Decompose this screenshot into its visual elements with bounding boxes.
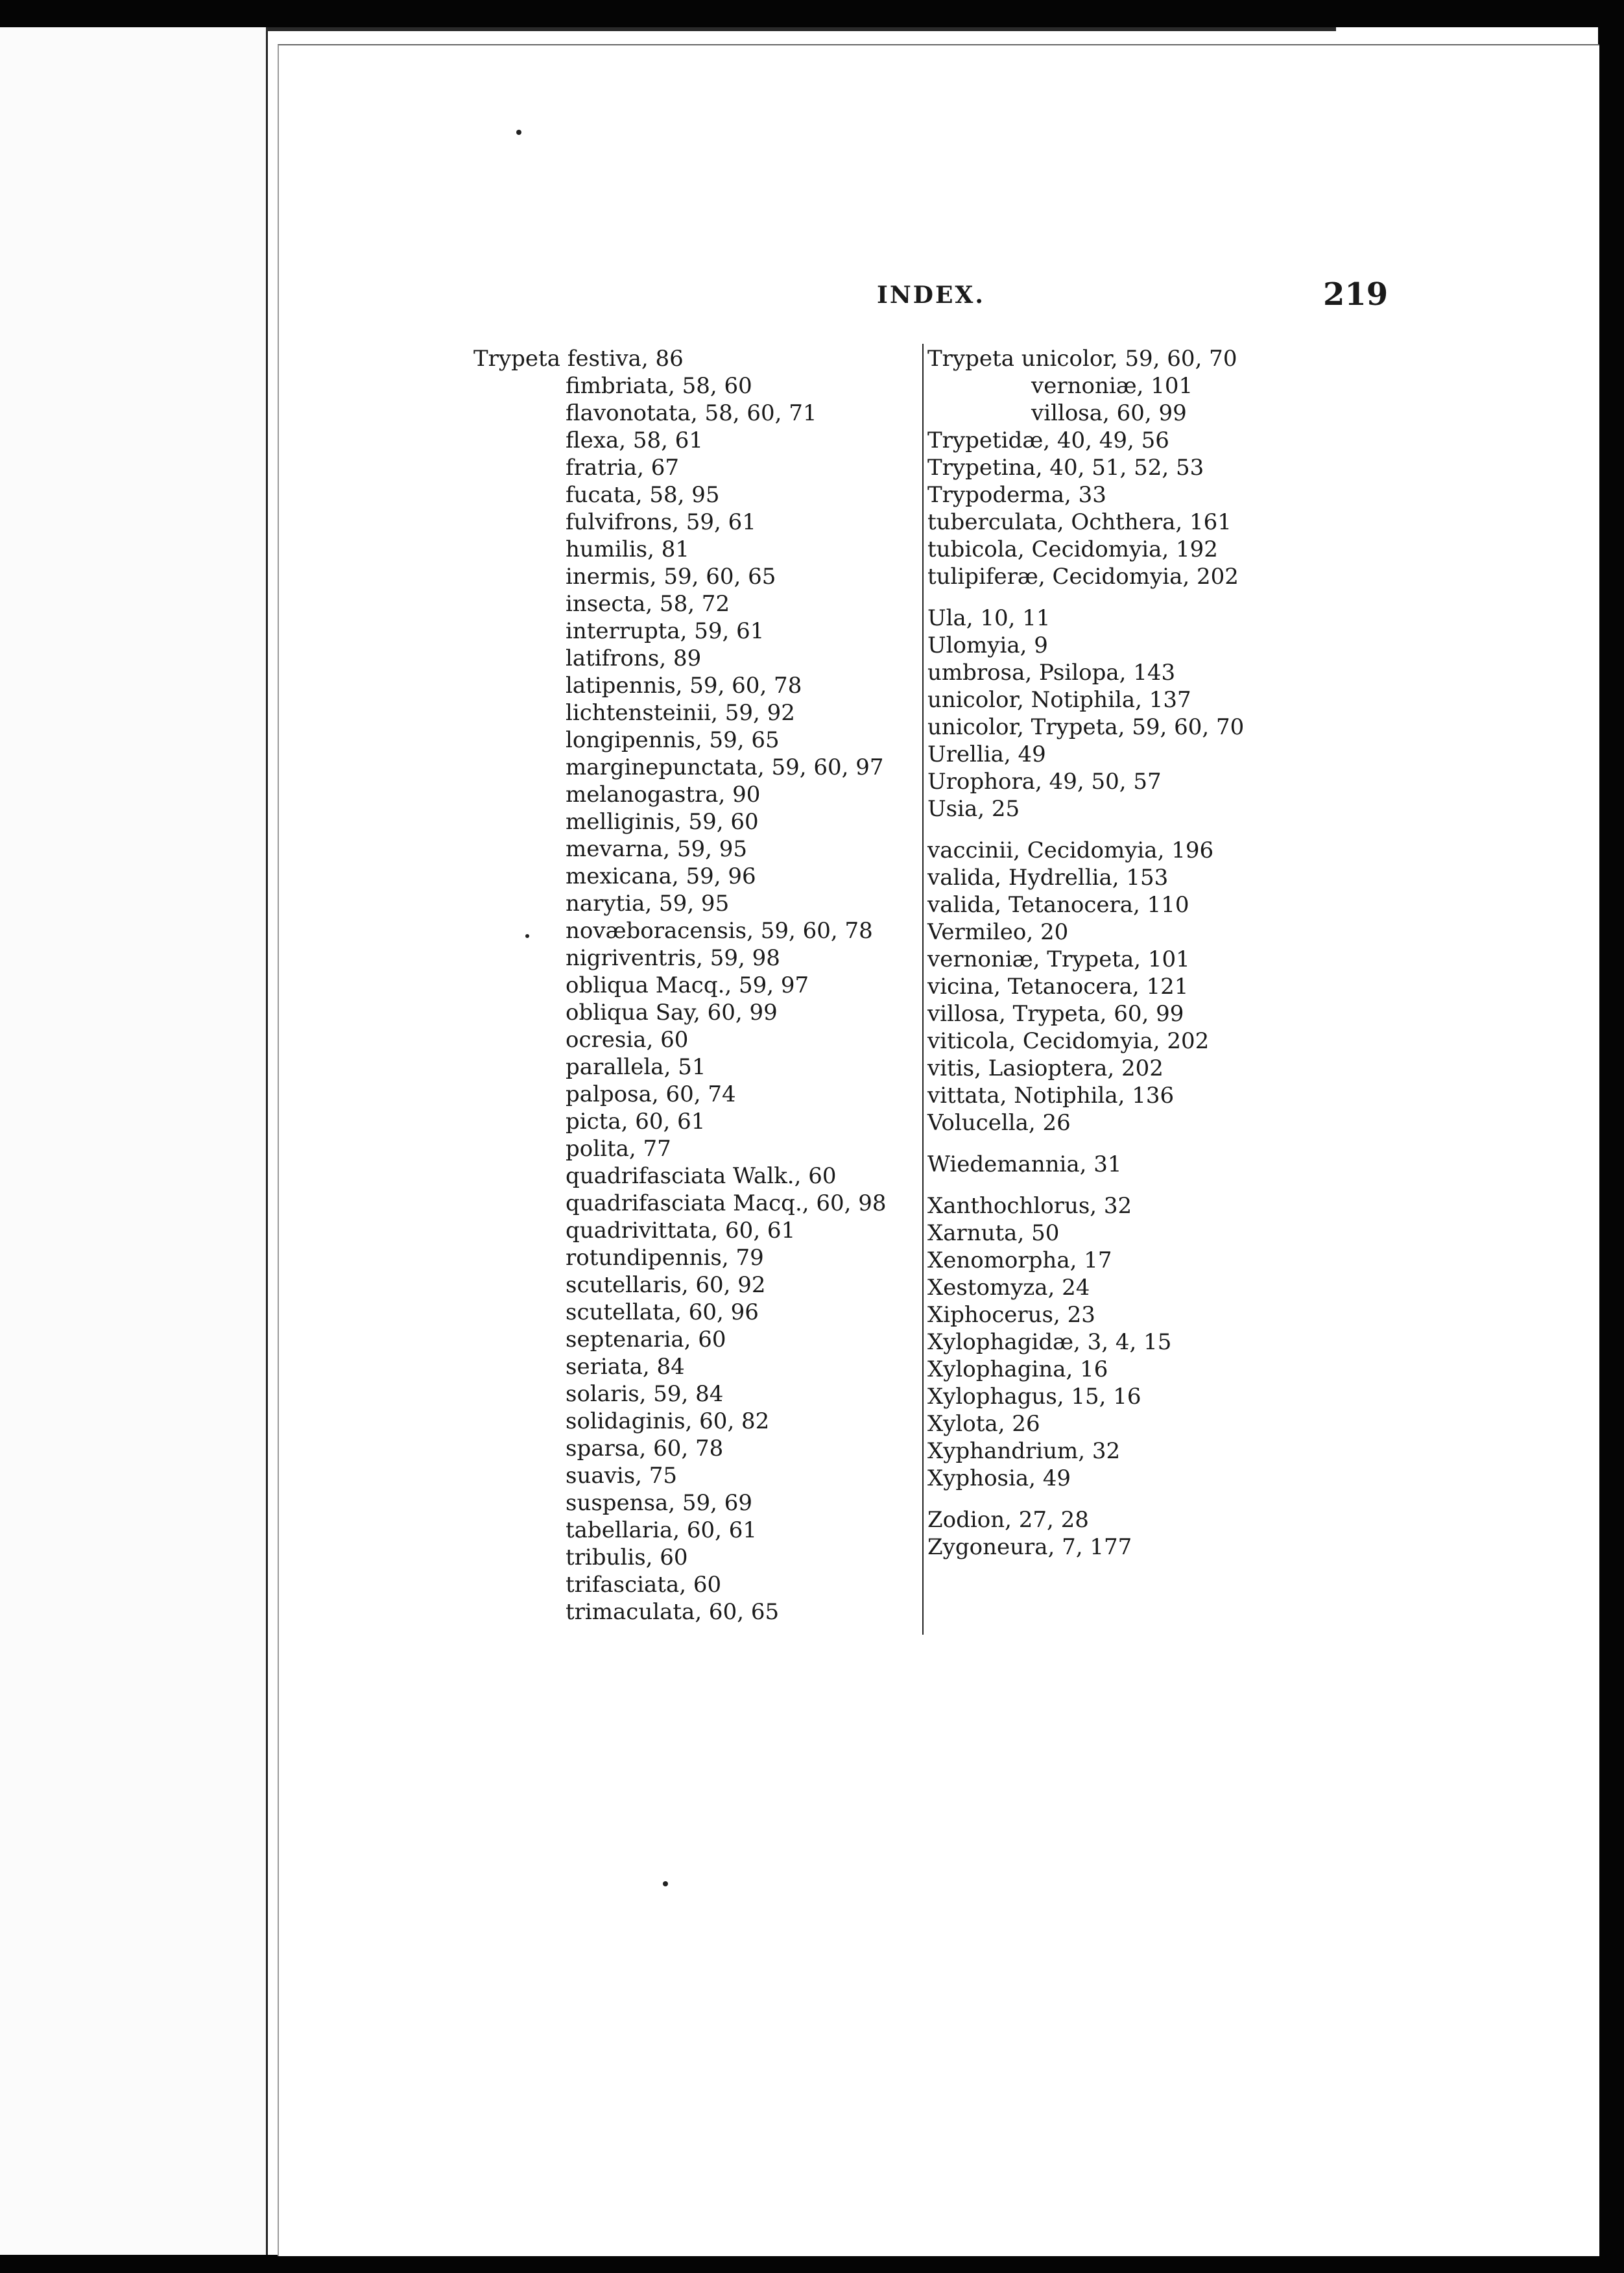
index-entry: nigriventris, 59, 98 — [566, 945, 780, 971]
index-entry: quadrifasciata Macq., 60, 98 — [566, 1190, 887, 1216]
index-entry: ocresia, 60 — [566, 1027, 689, 1053]
index-entry: picta, 60, 61 — [566, 1109, 706, 1135]
index-entry: valida, Hydrellia, 153 — [927, 865, 1169, 891]
index-entry: fratria, 67 — [566, 455, 680, 481]
column-divider — [922, 344, 924, 1635]
scan-speck — [663, 1881, 668, 1886]
index-entry: flexa, 58, 61 — [566, 427, 704, 453]
index-entry: melanogastra, 90 — [566, 782, 761, 808]
index-entry: sparsa, 60, 78 — [566, 1436, 724, 1461]
sheet-top-edge — [266, 27, 1336, 31]
index-entry: inermis, 59, 60, 65 — [566, 564, 776, 590]
index-entry: parallela, 51 — [566, 1054, 706, 1080]
index-entry: Trypoderma, 33 — [927, 482, 1106, 508]
index-entry: suspensa, 59, 69 — [566, 1490, 753, 1516]
index-entry: Usia, 25 — [927, 796, 1020, 822]
index-entry: vicina, Tetanocera, 121 — [927, 974, 1189, 1000]
index-entry: obliqua Macq., 59, 97 — [566, 972, 809, 998]
index-entry: Urophora, 49, 50, 57 — [927, 769, 1162, 795]
index-entry: vernoniæ, Trypeta, 101 — [927, 946, 1190, 972]
index-entry: Trypeta festiva, 86 — [473, 346, 684, 372]
index-entry: insecta, 58, 72 — [566, 591, 730, 617]
index-column-right — [927, 345, 1343, 1561]
index-entry: septenaria, 60 — [566, 1327, 726, 1353]
index-entry: Xarnuta, 50 — [927, 1220, 1060, 1246]
index-entry: Xanthochlorus, 32 — [927, 1193, 1132, 1219]
index-entry: Xylophagina, 16 — [927, 1356, 1108, 1382]
index-entry: interrupta, 59, 61 — [566, 618, 765, 644]
index-entry: tubicola, Cecidomyia, 192 — [927, 536, 1218, 562]
index-entry: scutellata, 60, 96 — [566, 1299, 759, 1325]
index-entry: Trypeta unicolor, 59, 60, 70 — [927, 346, 1237, 372]
index-entry: melliginis, 59, 60 — [566, 809, 759, 835]
index-entry: Xestomyza, 24 — [927, 1275, 1090, 1301]
index-entry: Xylophagidæ, 3, 4, 15 — [927, 1329, 1172, 1355]
index-entry: tulipiferæ, Cecidomyia, 202 — [927, 564, 1239, 590]
index-entry: trifasciata, 60 — [566, 1572, 722, 1598]
index-entry: latifrons, 89 — [566, 645, 702, 671]
index-entry: unicolor, Trypeta, 59, 60, 70 — [927, 714, 1245, 740]
index-entry: vittata, Notiphila, 136 — [927, 1083, 1175, 1109]
index-entry: tabellaria, 60, 61 — [566, 1517, 757, 1543]
scan-border-top — [0, 0, 1624, 27]
index-entry: Trypetina, 40, 51, 52, 53 — [927, 455, 1204, 481]
index-entry: palposa, 60, 74 — [566, 1081, 736, 1107]
index-entry: tribulis, 60 — [566, 1545, 688, 1570]
index-entry: Xyphosia, 49 — [927, 1465, 1071, 1491]
index-entry: vaccinii, Cecidomyia, 196 — [927, 837, 1214, 863]
page-number: 219 — [1323, 276, 1389, 313]
index-entry: umbrosa, Psilopa, 143 — [927, 660, 1176, 686]
index-entry: suavis, 75 — [566, 1463, 678, 1489]
index-entry: solaris, 59, 84 — [566, 1381, 724, 1407]
index-entry: unicolor, Notiphila, 137 — [927, 687, 1191, 713]
index-entry: Zygoneura, 7, 177 — [927, 1534, 1132, 1560]
index-entry: Xylota, 26 — [927, 1411, 1040, 1437]
scan-border-bottom — [0, 2255, 1624, 2273]
index-entry: seriata, 84 — [566, 1354, 685, 1380]
index-entry: mevarna, 59, 95 — [566, 836, 748, 862]
index-entry: Volucella, 26 — [927, 1110, 1071, 1136]
index-entry: tuberculata, Ochthera, 161 — [927, 509, 1232, 535]
index-entry: quadrivittata, 60, 61 — [566, 1218, 796, 1244]
scan-speck — [516, 130, 521, 135]
index-entry: Vermileo, 20 — [927, 919, 1069, 945]
index-entry: vernoniæ, 101 — [1031, 373, 1193, 399]
index-entry: Zodion, 27, 28 — [927, 1507, 1089, 1533]
facing-page-edge — [0, 27, 268, 2255]
scan-border-right — [1598, 0, 1624, 2273]
index-entry: Xiphocerus, 23 — [927, 1302, 1095, 1328]
index-entry: scutellaris, 60, 92 — [566, 1272, 766, 1298]
index-entry: fucata, 58, 95 — [566, 482, 720, 508]
index-entry: solidaginis, 60, 82 — [566, 1408, 770, 1434]
index-entry: novæboracensis, 59, 60, 78 — [566, 918, 873, 944]
index-entry: Xylophagus, 15, 16 — [927, 1384, 1141, 1410]
index-entry: fulvifrons, 59, 61 — [566, 509, 756, 535]
index-entry: rotundipennis, 79 — [566, 1245, 764, 1271]
index-entry: quadrifasciata Walk., 60 — [566, 1163, 837, 1189]
index-entry: narytia, 59, 95 — [566, 891, 730, 917]
index-entry: lichtensteinii, 59, 92 — [566, 700, 795, 726]
index-entry: Trypetidæ, 40, 49, 56 — [927, 427, 1169, 453]
index-entry: Urellia, 49 — [927, 741, 1046, 767]
index-entry: polita, 77 — [566, 1136, 671, 1162]
index-entry: Xyphandrium, 32 — [927, 1438, 1121, 1464]
index-entry: Ulomyia, 9 — [927, 632, 1048, 658]
index-entry: villosa, 60, 99 — [1031, 400, 1187, 426]
index-entry: fimbriata, 58, 60 — [566, 373, 752, 399]
index-entry: flavonotata, 58, 60, 71 — [566, 400, 817, 426]
index-entry: valida, Tetanocera, 110 — [927, 892, 1189, 918]
index-entry: obliqua Say, 60, 99 — [566, 1000, 778, 1026]
index-entry: viticola, Cecidomyia, 202 — [927, 1028, 1210, 1054]
index-entry: mexicana, 59, 96 — [566, 863, 756, 889]
index-entry: villosa, Trypeta, 60, 99 — [927, 1001, 1184, 1027]
index-column-left — [473, 345, 914, 1626]
index-entry: latipennis, 59, 60, 78 — [566, 673, 802, 699]
index-entry: trimaculata, 60, 65 — [566, 1599, 780, 1625]
index-entry: Xenomorpha, 17 — [927, 1247, 1112, 1273]
page-header-title: INDEX. — [877, 282, 985, 309]
index-entry: longipennis, 59, 65 — [566, 727, 780, 753]
index-entry: Ula, 10, 11 — [927, 605, 1051, 631]
index-entry: Wiedemannia, 31 — [927, 1151, 1122, 1177]
index-entry: vitis, Lasioptera, 202 — [927, 1055, 1164, 1081]
index-entry: marginepunctata, 59, 60, 97 — [566, 754, 884, 780]
index-entry: humilis, 81 — [566, 536, 689, 562]
